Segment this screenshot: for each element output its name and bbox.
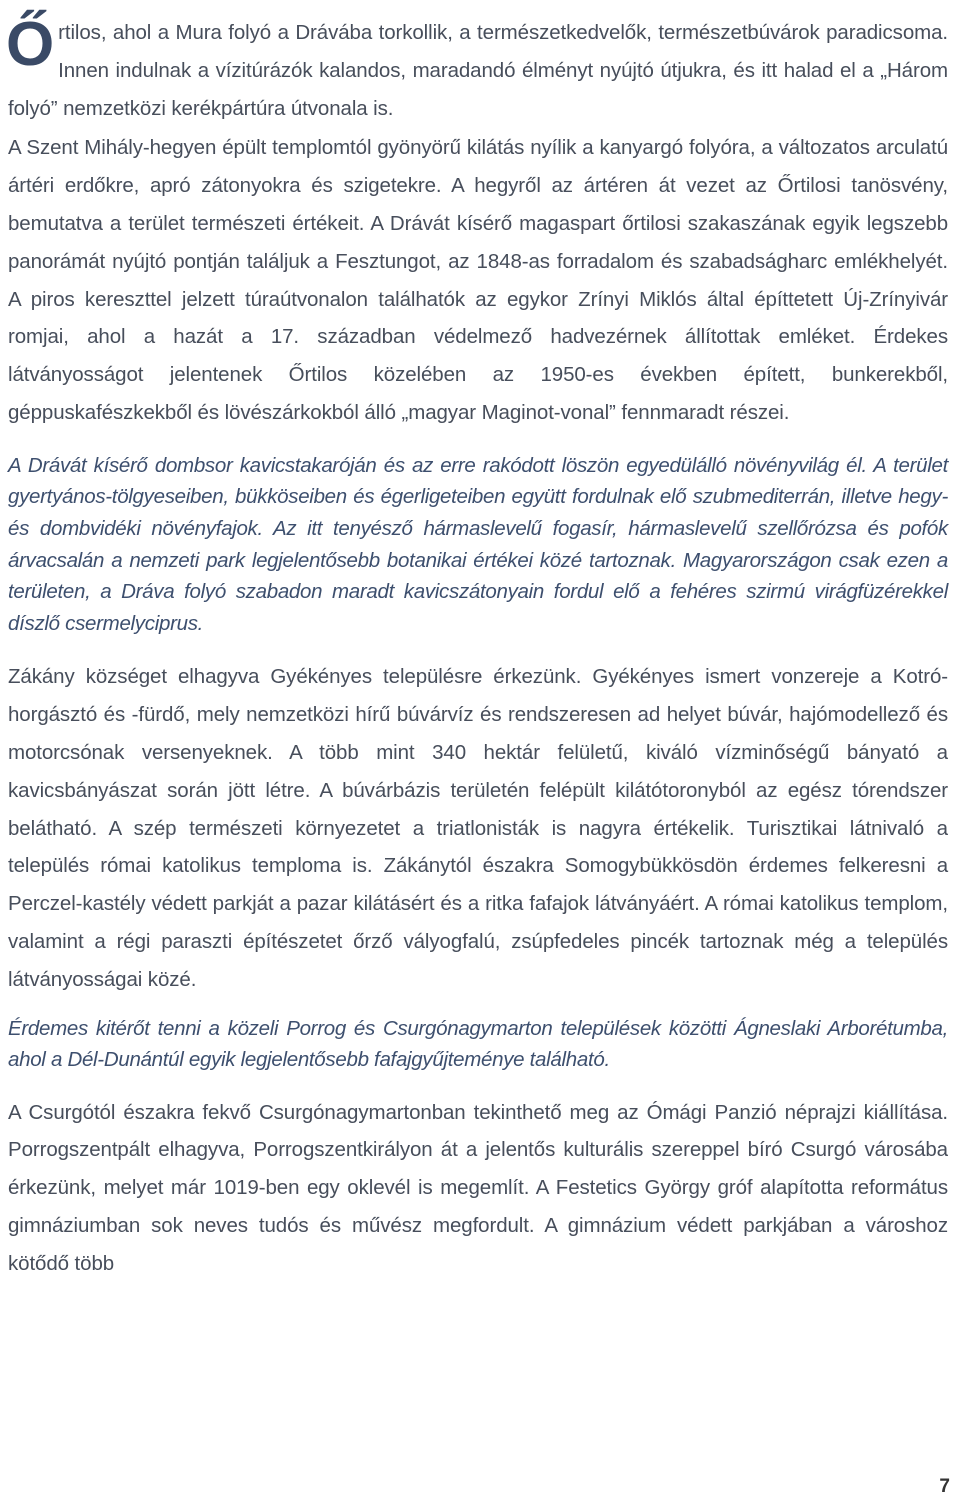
body-paragraph-csurgo: A Csurgótól északra fekvő Csurgónagymartonban tekinthető meg az Ómági Panzió néprajzi kiállítása. Porrogszentpált elhagyva, Porrogszentkirályon át a jelentős kulturális szereppel bíró Csurgó városába érkezünk, melyet már 1019-ben egy oklevél is megemlít. A Festetics György gróf alapította református gimnáziumban sok neves tudós és művész megfordult. A gimnázium védett parkjában a városhoz kötődő több — [8, 1100, 948, 1275]
intro-paragraph — [6, 10, 948, 127]
drop-cap: Ő — [6, 10, 55, 79]
body-paragraph-landmarks: A Szent Mihály-hegyen épült templomtól gyönyörű kilátás nyílik a kanyargó folyóra, a változatos arculatú ártéri erdőkre, apró zátonyokra és szigetekre. A hegyről az ártéren át vezet az Őrtilosi tanösvény, bemutatva a terület természeti értékeit. A Drávát kísérő magaspart őrtilosi szakaszának egyik legszebb panorámát nyújtó pontján találjuk a Fesztungot, az 1848-as forradalom és szabadságharc emlékhelyét. A piros kereszttel jelzett túraútvonalon találhatók az egykor Zrínyi Miklós által építtetett Új-Zrínyivár romjai, ahol a hazát a 17. században védelmező hadvezérnek állítottak emléket. Érdekes látványosságot jelentenek Őrtilos közelében az 1950-es években épített, bunkerekből, géppuskafészkekből és lövészárkokból álló „magyar Maginot-vonal” fennmaradt részei. — [8, 136, 948, 424]
article — [6, 10, 948, 1283]
highlight-paragraph-flora: A Drávát kísérő dombsor kavicstakaróján és az erre rakódott löszön egyedülálló növényvilág él. A terület gyertyános-tölgyeseiben, bükköseiben és égerligeteiben együtt fordulnak elő szubmediterrán, illetve hegy- és dombvidéki növényfajok. Az itt tenyésző hármaslevelű fogasír, hármaslevelű szellőrózsa és pofók árvacsalán a nemzeti park legjelentősebb botanikai értékei közé tartoznak. Magyarországon csak ezen a területen, a Dráva folyó szabadon maradt kavicszátonyain fordul elő a fehéres szirmú virágfüzérekkel díszlő csermelyciprus. — [8, 453, 948, 635]
intro-paragraph-text: rtilos, ahol a Mura folyó a Drávába torkollik, a természetkedvelők, természetbúvárok paradicsoma. Innen indulnak a vízitúrázók kalandos, maradandó élményt nyújtó útjukra, és itt halad el a „Három folyó” nemzetközi kerékpártúra útvonala is. — [8, 21, 948, 120]
page-number: 7 — [939, 1476, 950, 1497]
highlight-paragraph-arboretum: Érdemes kitérőt tenni a közeli Porrog és Csurgónagymarton települések közötti Ágneslaki Arborétumba, ahol a Dél-Dunántúl egyik legjelentősebb fafajgyűjteménye található. — [8, 1016, 948, 1072]
body-paragraph-gyekenyes: Zákány községet elhagyva Gyékényes településre érkezünk. Gyékényes ismert vonzereje a Kotró-horgásztó és -fürdő, mely nemzetközi hírű búvárvíz és rendszeresen ad helyet búvár, hajómodellező és motorcsónak versenyeknek. A több mint 340 hektár felületű, kiváló vízminőségű bányató a kavicsbányászat során jött létre. A búvárbázis területén felépült kilátótoronyból az egész tórendszer belátható. A szép természeti környezetet a triatlonisták is nagyra értékelik. Turisztikai látnivaló a település római katolikus temploma is. Zákánytól északra Somogybükkösdön érdemes felkeresni a Perczel-kastély védett parkját a pazar kilátásért és a ritka fafajok látványáért. A római katolikus templom, valamint a régi paraszti építészetet őrző vályogfalú, zsúpfedeles pincék tartoznak még a település látványosságai közé. — [8, 665, 948, 991]
